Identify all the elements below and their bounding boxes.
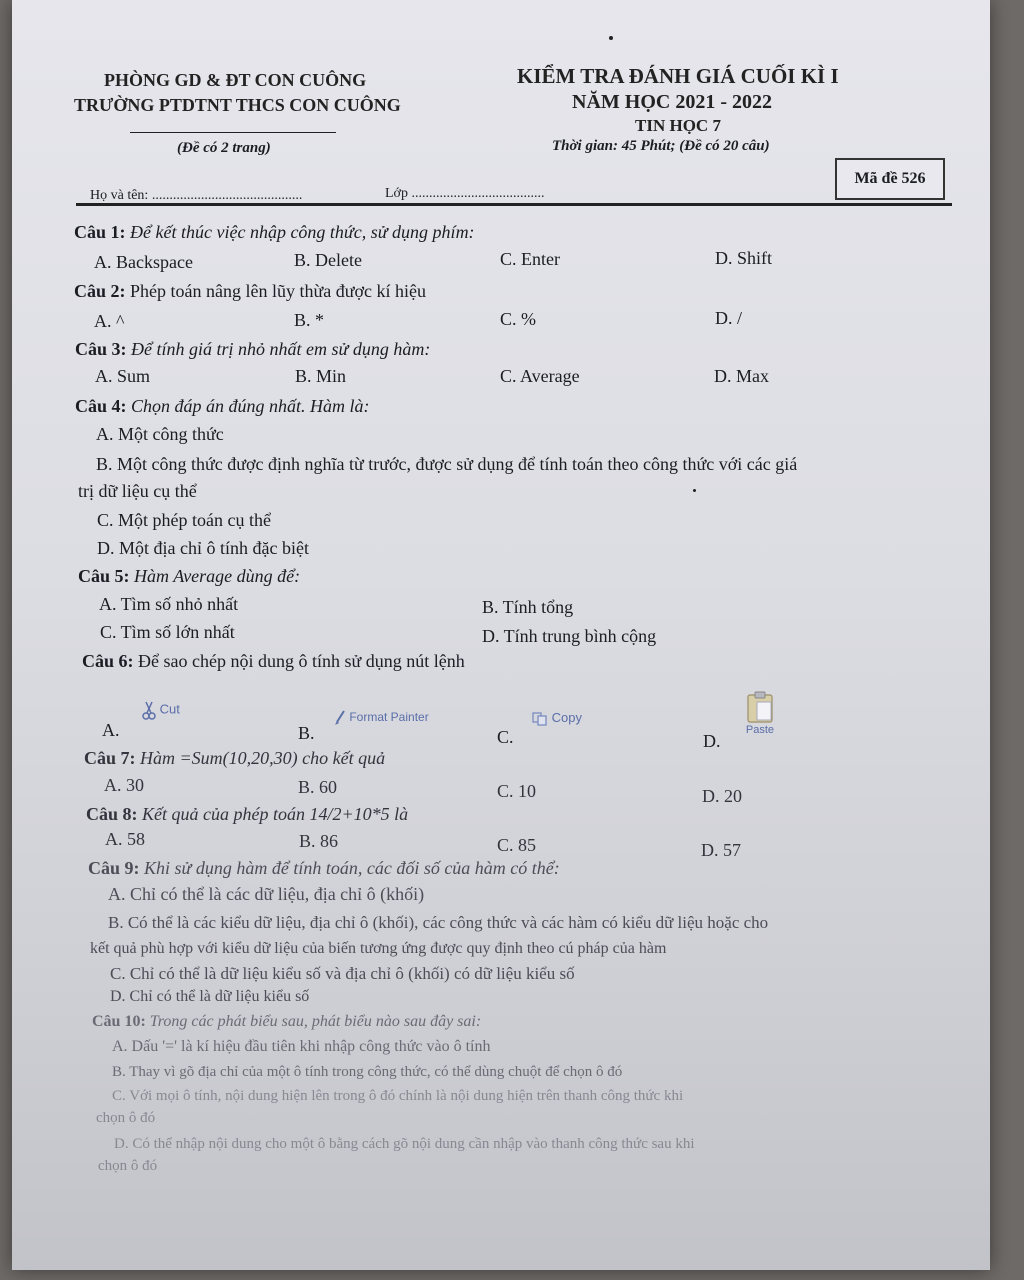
question-text: Hàm Average dùng để: (134, 566, 301, 586)
q1-option-c: C. Enter (500, 249, 560, 269)
school-name: TRƯỜNG PTDTNT THCS CON CUÔNG (74, 95, 401, 115)
q7-option-a: A. 30 (104, 775, 144, 795)
question-label: Câu 10: (92, 1013, 146, 1030)
q9-option-a: A. Chỉ có thể là các dữ liệu, địa chỉ ô (khối) (108, 884, 425, 904)
q5-option-a: A. Tìm số nhỏ nhất (99, 594, 239, 614)
name-field-label: Họ và tên: ........................................... (90, 188, 303, 203)
question-text: Để tính giá trị nhỏ nhất em sử dụng hàm: (131, 339, 431, 359)
question-label: Câu 9: (88, 858, 140, 878)
q4-option-b: B. Một công thức được định nghĩa từ trước, được sử dụng để tính toán theo công thức với các giá (96, 454, 798, 474)
cut-label: Cut (159, 701, 180, 717)
paste-label: Paste (745, 724, 775, 736)
format-painter-label: Format Painter (349, 710, 429, 725)
question-1 (74, 222, 475, 243)
q7-option-c: C. 10 (497, 781, 537, 801)
header-divider (76, 203, 952, 206)
department-name: PHÒNG GD & ĐT CON CUÔNG (104, 70, 367, 90)
exam-code-box (835, 158, 945, 200)
question-text: Trong các phát biểu sau, phát biểu nào sau đây sai: (149, 1013, 482, 1030)
time-note: Thời gian: 45 Phút; (Đề có 20 câu) (552, 138, 770, 154)
q3-option-d: D. Max (714, 366, 769, 386)
scissors-icon (142, 700, 156, 720)
q3-option-c: C. Average (500, 366, 580, 386)
header-underline (130, 132, 336, 133)
question-10 (92, 1013, 481, 1031)
question-label: Câu 6: (82, 651, 134, 671)
question-7 (84, 748, 385, 769)
question-2 (74, 281, 426, 302)
q5-option-d: D. Tính trung bình cộng (482, 626, 657, 646)
q2-option-b: B. * (294, 310, 325, 330)
exam-title: KIỂM TRA ĐÁNH GIÁ CUỐI KÌ I (517, 64, 839, 88)
format-painter-button (334, 710, 429, 726)
q6-option-b: B. (298, 723, 315, 743)
subject: TIN HỌC 7 (635, 116, 721, 135)
q4-option-b-cont: trị dữ liệu cụ thể (78, 481, 197, 501)
q8-option-a: A. 58 (105, 829, 145, 849)
q6-option-a: A. (102, 720, 120, 740)
q3-option-a: A. Sum (95, 366, 151, 386)
question-label: Câu 4: (75, 396, 127, 416)
q8-option-b: B. 86 (299, 831, 339, 851)
page-count-note: (Đề có 2 trang) (177, 140, 271, 156)
q1-option-d: D. Shift (715, 248, 773, 268)
q2-option-a: A. ^ (94, 311, 125, 331)
q10-option-a: A. Dấu '=' là kí hiệu đầu tiên khi nhập công thức vào ô tính (112, 1038, 491, 1055)
copy-button (532, 710, 582, 726)
q9-option-d: D. Chỉ có thể là dữ liệu kiểu số (110, 988, 310, 1005)
question-text: Hàm =Sum(10,20,30) cho kết quả (140, 748, 386, 768)
question-4 (75, 396, 370, 417)
q8-option-d: D. 57 (701, 840, 741, 860)
q4-option-c: C. Một phép toán cụ thể (97, 510, 271, 530)
q2-option-d: D. / (715, 308, 742, 328)
q5-option-c: C. Tìm số lớn nhất (100, 622, 235, 642)
cut-button (142, 700, 180, 720)
ink-dot (609, 36, 613, 40)
exam-paper (12, 0, 990, 1270)
q9-option-c: C. Chỉ có thể là dữ liệu kiểu số và địa chỉ ô (khối) có dữ liệu kiểu số (110, 964, 575, 983)
q7-option-b: B. 60 (298, 777, 338, 797)
copy-icon (532, 712, 548, 726)
question-label: Câu 1: (74, 222, 126, 242)
question-label: Câu 8: (86, 804, 138, 824)
q9-option-b: B. Có thể là các kiểu dữ liệu, địa chỉ ô (khối), các công thức và các hàm có kiểu dữ liệu hoặc cho (108, 913, 769, 932)
question-label: Câu 7: (84, 748, 136, 768)
q7-option-d: D. 20 (702, 786, 742, 806)
q10-option-b: B. Thay vì gõ địa chỉ của một ô tính trong công thức, có thể dùng chuột để chọn ô đó (112, 1064, 623, 1080)
question-label: Câu 5: (78, 566, 130, 586)
question-text: Khi sử dụng hàm để tính toán, các đối số của hàm có thể: (144, 858, 560, 878)
clipboard-icon (745, 690, 775, 724)
q6-option-d: D. (703, 731, 721, 751)
question-text: Kết quả của phép toán 14/2+10*5 là (142, 804, 409, 824)
q4-option-d: D. Một địa chỉ ô tính đặc biệt (97, 538, 309, 558)
question-text: Để kết thúc việc nhập công thức, sử dụng phím: (130, 222, 475, 242)
q10-option-c-cont: chọn ô đó (96, 1110, 156, 1126)
copy-label: Copy (551, 710, 582, 725)
q1-option-b: B. Delete (294, 250, 362, 270)
question-6 (82, 651, 465, 672)
paste-button (740, 690, 780, 736)
school-year: NĂM HỌC 2021 - 2022 (572, 91, 772, 113)
q5-option-b: B. Tính tổng (482, 597, 574, 617)
q1-option-a: A. Backspace (94, 252, 193, 272)
question-label: Câu 3: (75, 339, 127, 359)
q9-option-b-cont: kết quả phù hợp với kiểu dữ liệu của biến tương ứng được quy định theo cú pháp của hàm (90, 940, 667, 957)
question-9 (88, 858, 560, 879)
exam-code: Mã đề 526 (854, 170, 926, 187)
class-field-label: Lớp ...................................... (385, 186, 545, 201)
question-text: Chọn đáp án đúng nhất. Hàm là: (131, 396, 370, 416)
q4-option-a: A. Một công thức (96, 424, 224, 444)
q10-option-c: C. Với mọi ô tính, nội dung hiện lên trong ô đó chính là nội dung hiện trên thanh công thức khi (112, 1088, 684, 1104)
q8-option-c: C. 85 (497, 835, 537, 855)
q6-option-c: C. (497, 727, 514, 747)
question-label: Câu 2: (74, 281, 126, 301)
question-text: Phép toán nâng lên lũy thừa được kí hiệu (130, 281, 426, 301)
question-8 (86, 804, 408, 825)
q2-option-c: C. % (500, 309, 536, 329)
paintbrush-icon (334, 710, 346, 726)
q10-option-d: D. Có thể nhập nội dung cho một ô bằng cách gõ nội dung cần nhập vào thanh công thức sau khi (114, 1136, 695, 1152)
question-5 (78, 566, 300, 587)
question-3 (75, 339, 430, 360)
question-text: Để sao chép nội dung ô tính sử dụng nút lệnh (138, 651, 465, 671)
q10-option-d-cont: chọn ô đó (98, 1158, 158, 1174)
q3-option-b: B. Min (295, 366, 347, 386)
ink-dot (693, 489, 696, 492)
